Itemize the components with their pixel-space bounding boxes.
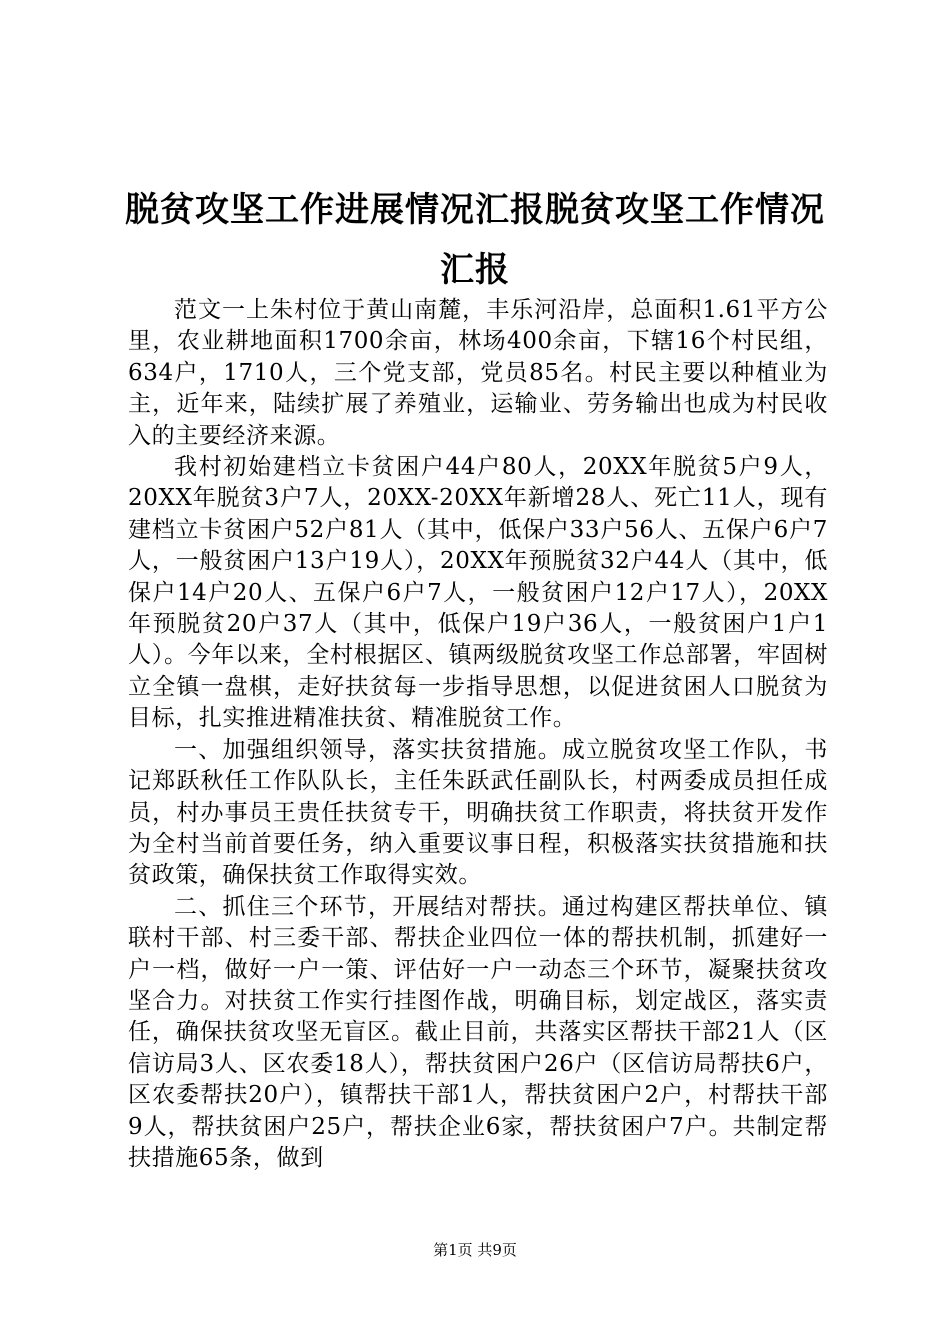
document-body xyxy=(128,295,828,1174)
paragraph-intro: 范文一上朱村位于黄山南麓，丰乐河沿岸，总面积1.61平方公里，农业耕地面积1700余亩，林场400余亩，下辖16个村民组，634户，1710人，三个党支部，党员85名。村民主要以种植业为主，近年来，陆续扩展了养殖业，运输业、劳务输出也成为村民收入的主要经济来源。 xyxy=(128,297,828,449)
paragraph-organization-leadership: 一、加强组织领导，落实扶贫措施。成立脱贫攻坚工作队，书记郑跃秋任工作队队长，主任朱跃武任副队长，村两委成员担任成员，村办事员王贵任扶贫专干，明确扶贫工作职责，将扶贫开发作为全村当前首要任务，纳入重要议事日程，积极落实扶贫措施和扶贫政策，确保扶贫工作取得实效。 xyxy=(128,736,828,889)
paragraph-paired-assistance: 二、抓住三个环节，开展结对帮扶。通过构建区帮扶单位、镇联村干部、村三委干部、帮扶企业四位一体的帮扶机制，抓建好一户一档，做好一户一策、评估好一户一动态三个环节，凝聚扶贫攻坚合力。对扶贫工作实行挂图作战，明确目标，划定战区，落实责任，确保扶贫攻坚无盲区。截止目前，共落实区帮扶干部21人（区信访局3人、区农委18人），帮扶贫困户26户（区信访局帮扶6户，区农委帮扶20户），镇帮扶干部1人，帮扶贫困户2户，村帮扶干部9人，帮扶贫困户25户，帮扶企业6家，帮扶贫困户7户。共制定帮扶措施65条，做到 xyxy=(128,893,828,1171)
document-title: 脱贫攻坚工作进展情况汇报脱贫攻坚工作情况汇报 xyxy=(125,190,825,290)
page-number-footer: 第1页 共9页 xyxy=(433,1241,517,1259)
paragraph-poverty-statistics: 我村初始建档立卡贫困户44户80人，20XX年脱贫5户9人，20XX年脱贫3户7人，20XX-20XX年新增28人、死亡11人，现有建档立卡贫困户52户81人（其中，低保户33户56人、五保户6户7人，一般贫困户13户19人），20XX年预脱贫32户44人（其中，低保户14户20人、五保户6户7人，一般贫困户12户17人），20XX年预脱贫20户37人（其中，低保户19户36人，一般贫困户1户1人）。今年以来，全村根据区、镇两级脱贫攻坚工作总部署，牢固树立全镇一盘棋，走好扶贫每一步指导思想，以促进贫困人口脱贫为目标，扎实推进精准扶贫、精准脱贫工作。 xyxy=(128,454,828,732)
